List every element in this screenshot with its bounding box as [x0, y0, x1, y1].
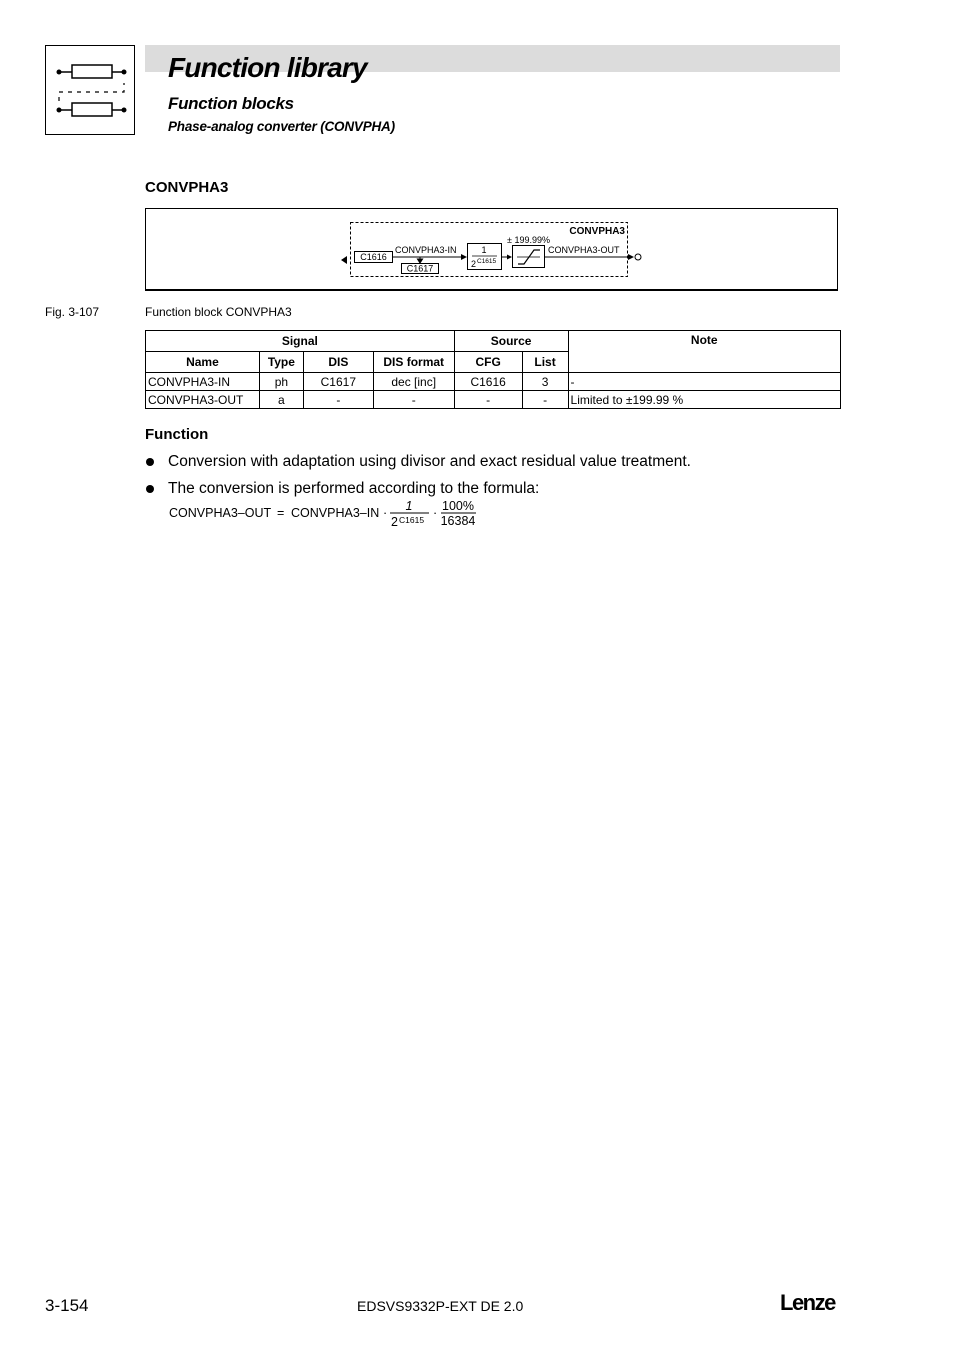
formula-lhs: CONVPHA3–OUT — [169, 506, 272, 520]
cell-dis-format: - — [373, 391, 454, 409]
limiter-block — [513, 246, 545, 268]
section-title: CONVPHA3 — [145, 179, 229, 196]
table-group-header-row — [146, 331, 841, 352]
divisor-base: 2 — [471, 259, 477, 269]
cell-note: Limited to ±199.99 % — [568, 391, 840, 409]
page-title: Function library — [168, 52, 367, 83]
bullet-text-1: Conversion with adaptation using divisor and exact residual value treatment. — [168, 453, 691, 470]
col-header-cfg: CFG — [454, 352, 522, 373]
cell-name: CONVPHA3-IN — [146, 373, 260, 391]
function-block-diagram — [145, 208, 838, 291]
cell-type: a — [259, 391, 303, 409]
signal-group-header: Signal — [146, 331, 455, 352]
col-header-dis-format: DIS format — [373, 352, 454, 373]
cell-dis-format: dec [inc] — [373, 373, 454, 391]
cell-note: - — [568, 373, 840, 391]
conversion-formula — [169, 500, 489, 530]
col-header-list: List — [522, 352, 568, 373]
divisor-numerator: 1 — [481, 245, 487, 255]
cell-name: CONVPHA3-OUT — [146, 391, 260, 409]
cell-list: - — [522, 391, 568, 409]
page-subsubtitle: Phase-analog converter (CONVPHA) — [168, 119, 395, 134]
function-block-icon — [46, 46, 134, 134]
cell-cfg: C1616 — [454, 373, 522, 391]
bullet-text-2: The conversion is performed according to the formula: — [168, 480, 540, 497]
cell-cfg: - — [454, 391, 522, 409]
formula-equals: = — [277, 506, 285, 520]
formula-dot-2: · — [433, 506, 438, 520]
frac1-den-base: 2 — [391, 515, 398, 529]
cell-dis: - — [303, 391, 373, 409]
source-group-header: Source — [454, 331, 568, 352]
dis-code: C1617 — [406, 263, 434, 274]
frac1-den-exp: C1615 — [399, 515, 425, 525]
cell-list: 3 — [522, 373, 568, 391]
chapter-logo — [45, 45, 135, 135]
col-header-type: Type — [259, 352, 303, 373]
frac2-numerator: 100% — [442, 500, 474, 513]
table-row — [146, 391, 841, 409]
formula-dot: · — [383, 506, 388, 520]
bullet-icon — [146, 485, 154, 493]
frac2-denominator: 16384 — [440, 514, 476, 528]
limit-label: ± 199.99% — [507, 235, 550, 245]
figure-label: Fig. 3-107 — [45, 305, 100, 319]
table-row — [146, 373, 841, 391]
output-terminal-icon — [635, 254, 641, 260]
input-label: CONVPHA3-IN — [395, 245, 457, 255]
document-id: EDSVS9332P-EXT DE 2.0 — [357, 1298, 524, 1314]
output-label: CONVPHA3-OUT — [548, 245, 620, 255]
block-name: CONVPHA3 — [569, 226, 625, 237]
function-title: Function — [145, 426, 209, 443]
page-number: 3-154 — [45, 1296, 89, 1315]
signal-table — [145, 330, 841, 409]
page-subtitle: Function blocks — [168, 94, 294, 113]
col-header-name: Name — [146, 352, 260, 373]
note-header: Note — [568, 331, 840, 373]
bullet-icon — [146, 458, 154, 466]
frac1-numerator: 1 — [405, 500, 413, 513]
col-header-dis: DIS — [303, 352, 373, 373]
input-code: C1616 — [360, 252, 387, 262]
divisor-exponent: C1615 — [477, 258, 497, 265]
formula-rhs: CONVPHA3–IN — [291, 506, 380, 520]
cell-type: ph — [259, 373, 303, 391]
input-arrow-icon — [341, 256, 347, 264]
brand-logo: Lenze — [780, 1290, 835, 1315]
figure-caption: Function block CONVPHA3 — [145, 305, 292, 319]
cell-dis: C1617 — [303, 373, 373, 391]
